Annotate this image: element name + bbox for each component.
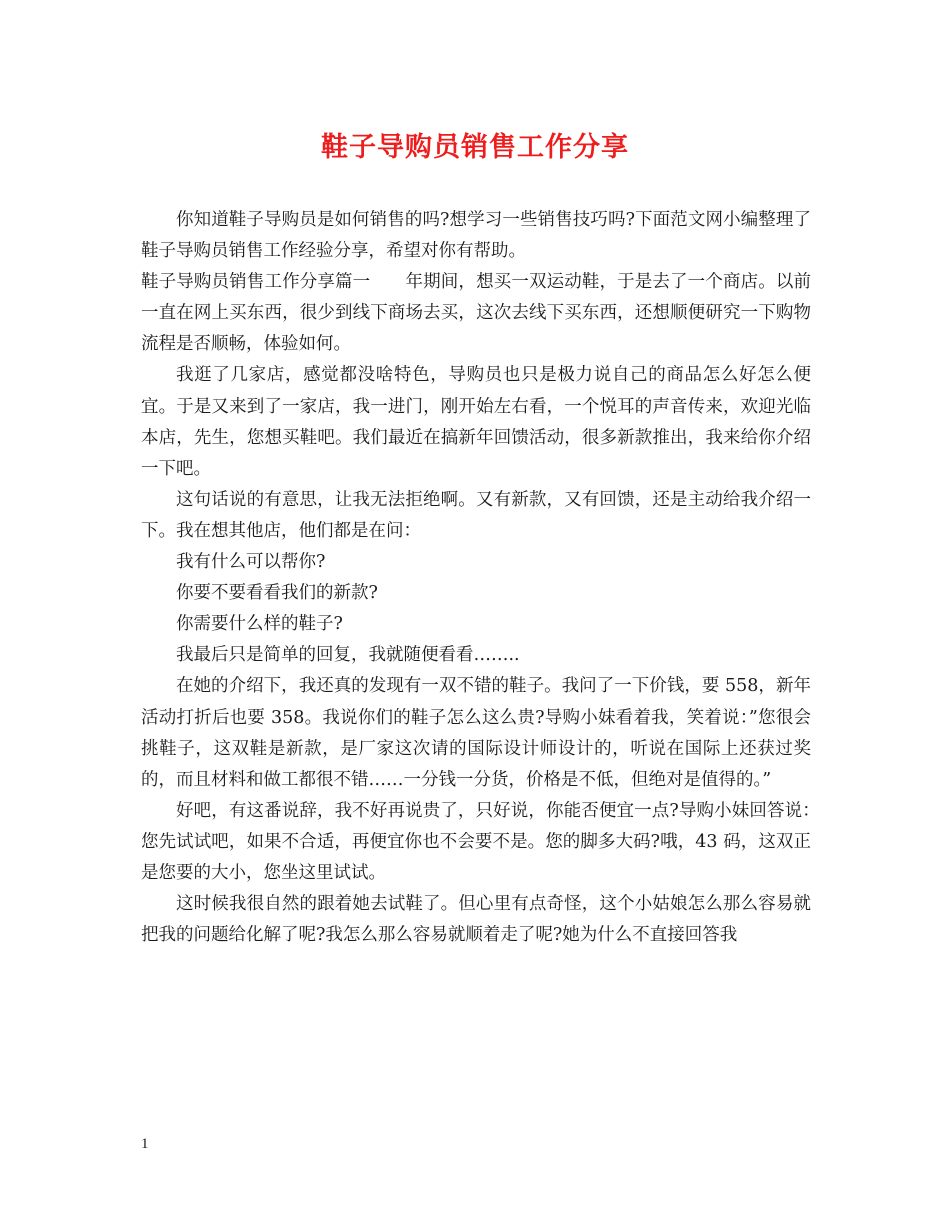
paragraph: 你需要什么样的鞋子? bbox=[176, 614, 343, 635]
paragraph: 好吧，有这番说辞，我不好再说贵了，只好说，你能否便宜一点?导购小妹回答说： 您先试试吧，如果不合适，再便宜你也不会要不是。您的脚多大码?哦，43 码，这双正是您要的大小，您坐这里试试。 bbox=[141, 800, 829, 883]
paragraph: 这时候我很自然的跟着她去试鞋了。但心里有点奇怪，这个小姑娘怎么那么容易就把我的问题给化解了呢?我怎么那么容易就顺着走了呢?她为什么不直接回答我 bbox=[141, 894, 811, 946]
document-body bbox=[141, 205, 829, 951]
paragraph: 我逛了几家店，感觉都没啥特色，导购员也只是极力说自己的商品怎么好怎么便宜。于是又来到了一家店，我一进门，刚开始左右看，一个悦耳的声音传来，欢迎光临本店，先生，您想买鞋吧。我们最近在搞新年回馈活动，很多新款推出，我来给你介绍一下吧。 bbox=[141, 365, 811, 479]
page-number: 1 bbox=[141, 1136, 149, 1152]
paragraph: 你要不要看看我们的新款? bbox=[176, 583, 378, 604]
paragraph: 在她的介绍下，我还真的发现有一双不错的鞋子。我问了一下价钱，要 558，新年活动打折后也要 358。我说你们的鞋子怎么这么贵?导购小妹看着我，笑着说：”您很会挑鞋子，这双鞋是新款，是厂家这次请的国际设计师设计的，听说在国际上还获过奖的，而且材料和做工都很不错……一分钱一分货，价格是不低，但绝对是值得的。” bbox=[141, 676, 811, 790]
paragraph: 我有什么可以帮你? bbox=[176, 552, 326, 573]
paragraph: 我最后只是简单的回复，我就随便看看…….. bbox=[176, 645, 520, 666]
paragraph: 鞋子导购员销售工作分享篇一 年期间，想买一双运动鞋，于是去了一个商店。以前一直在网上买东西，很少到线下商场去买，这次去线下买东西，还想顺便研究一下购物流程是否顺畅，体验如何。 bbox=[141, 272, 811, 355]
paragraph: 你知道鞋子导购员是如何销售的吗?想学习一些销售技巧吗?下面范文网小编整理了鞋子导购员销售工作经验分享，希望对你有帮助。 bbox=[141, 210, 811, 262]
document-title: 鞋子导购员销售工作分享 bbox=[321, 132, 629, 163]
paragraph: 这句话说的有意思，让我无法拒绝啊。又有新款，又有回馈，还是主动给我介绍一下。我在想其他店，他们都是在问： bbox=[141, 489, 811, 541]
